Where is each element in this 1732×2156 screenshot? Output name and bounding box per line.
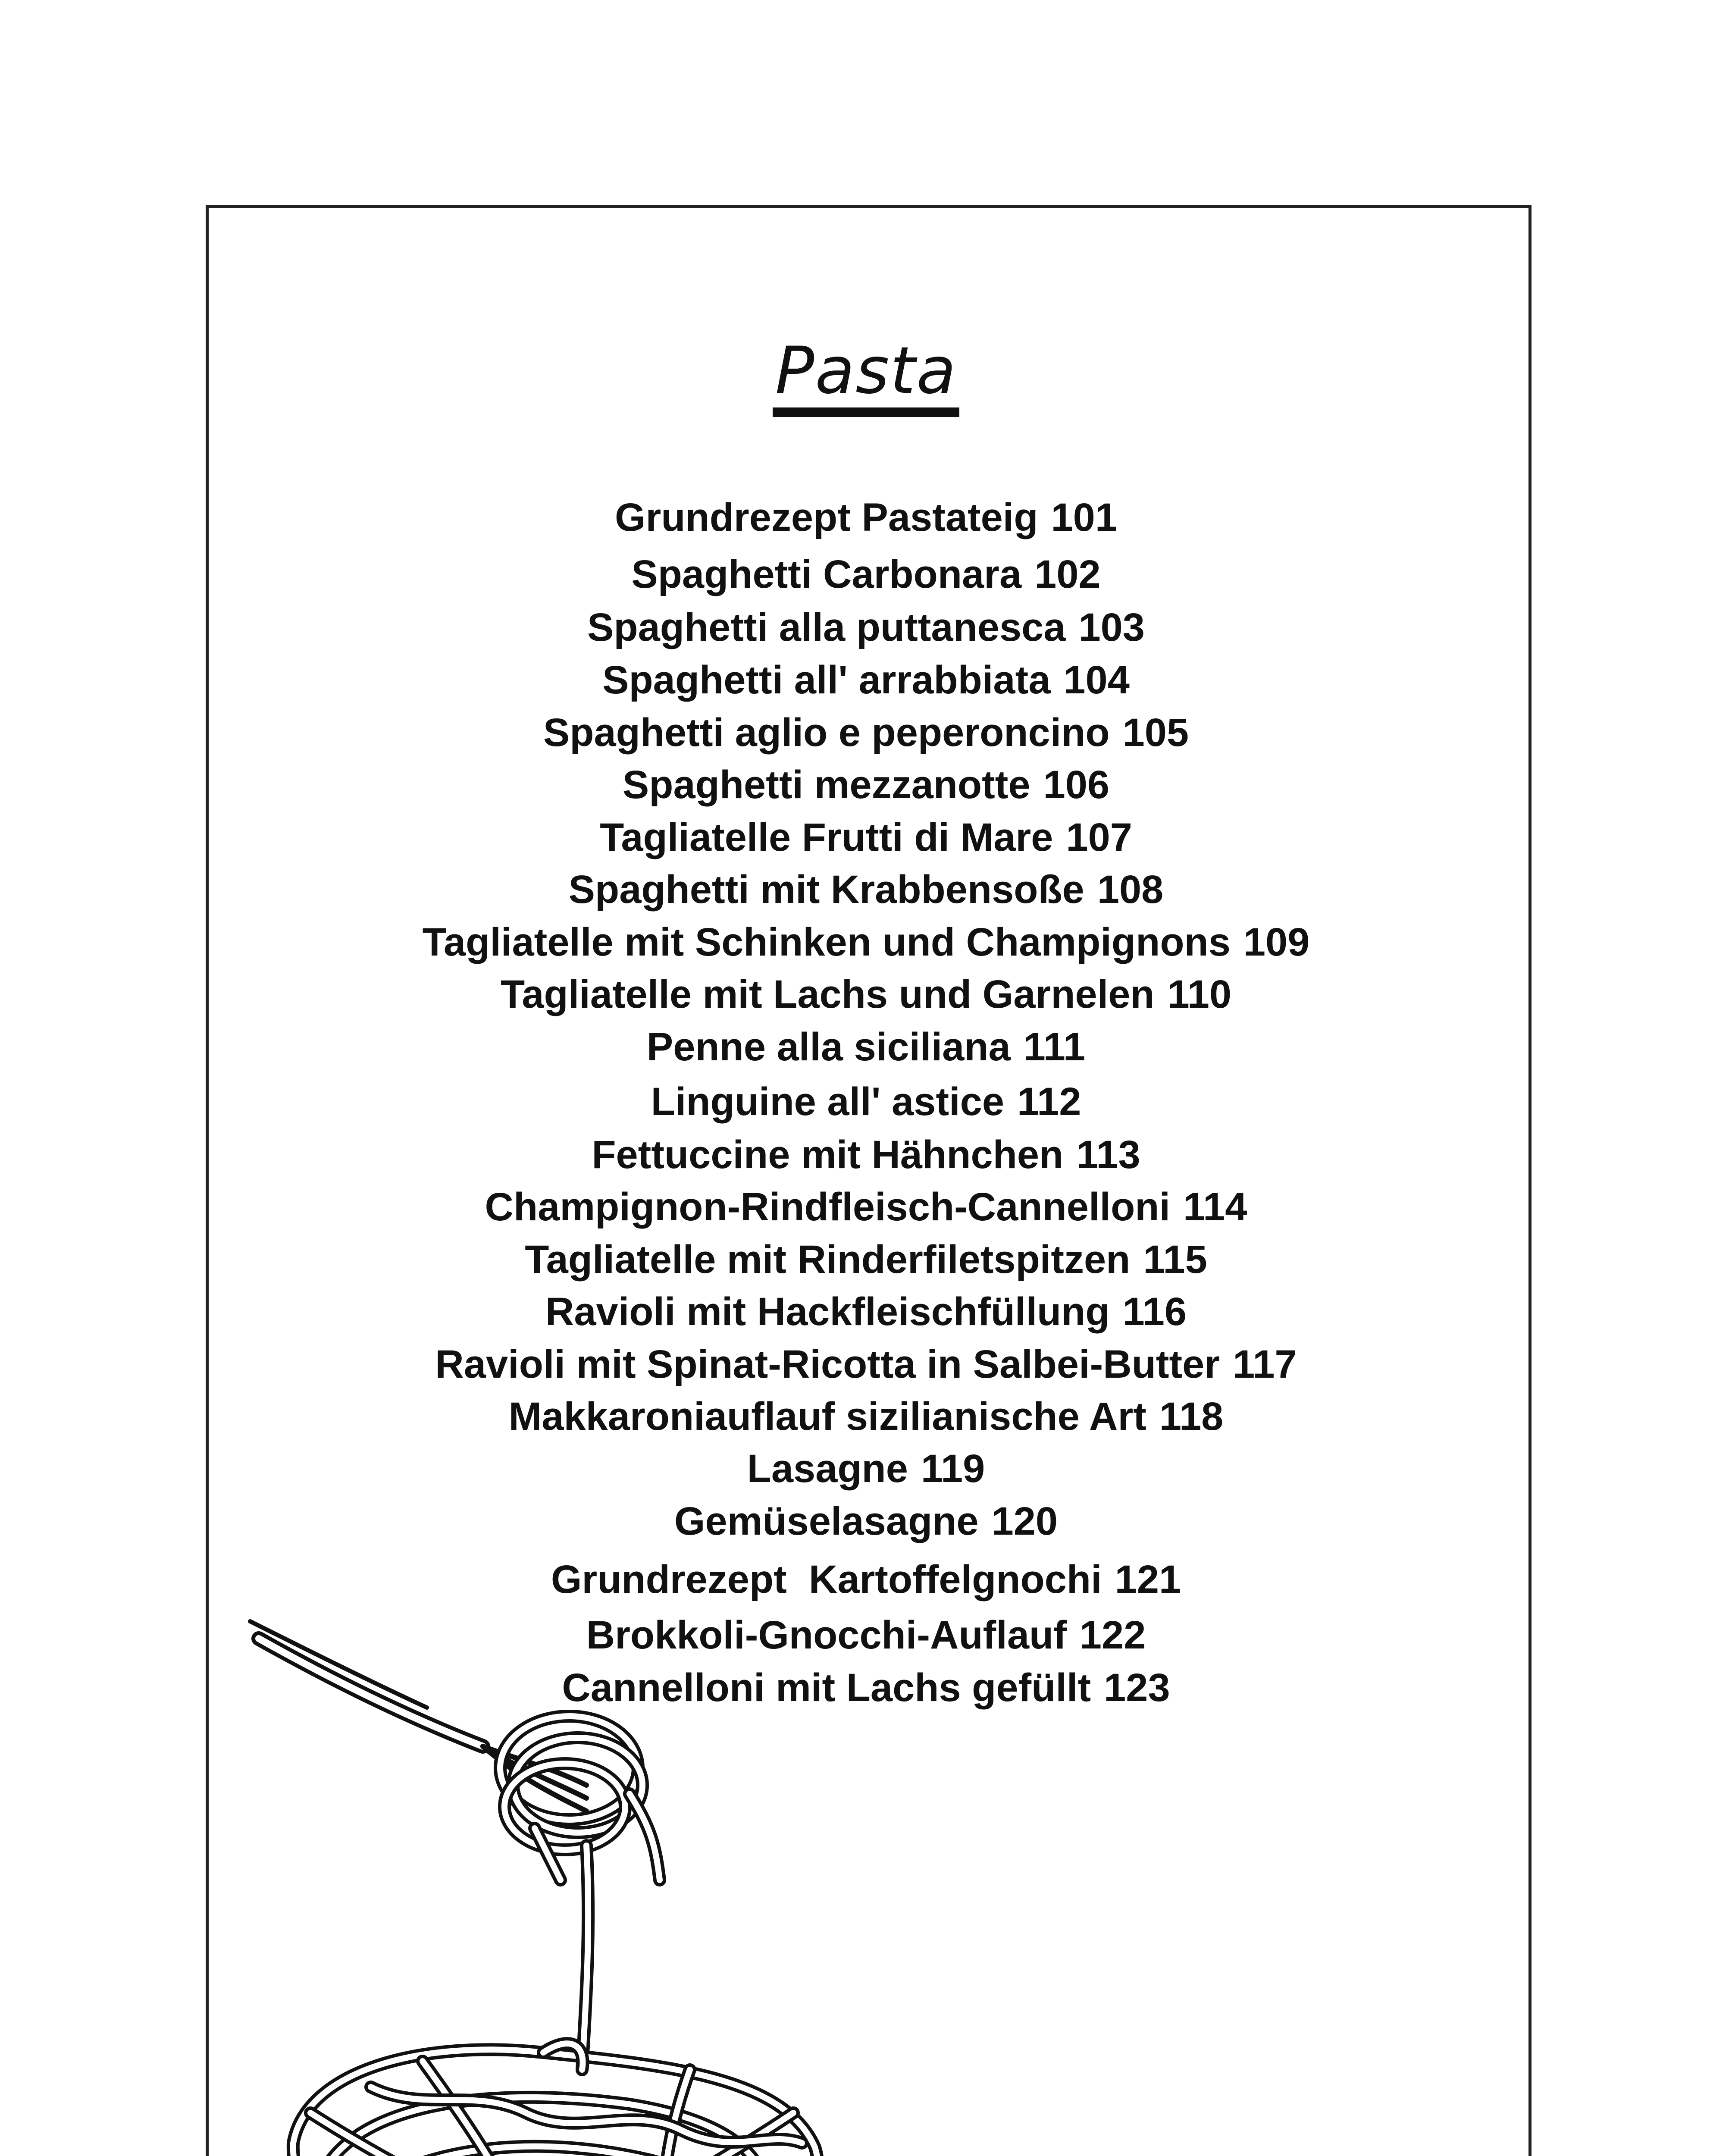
toc-entry-page: 114 bbox=[1183, 1185, 1247, 1229]
toc-entry[interactable] bbox=[0, 1554, 1732, 1605]
toc-entry[interactable] bbox=[0, 812, 1732, 863]
toc-entry[interactable] bbox=[0, 968, 1732, 1020]
toc-entry-label: Spaghetti all' arrabbiata bbox=[602, 658, 1051, 702]
toc-entry-page: 108 bbox=[1097, 868, 1164, 912]
page-title bbox=[0, 332, 1732, 417]
toc-entry[interactable] bbox=[0, 1181, 1732, 1233]
toc-entry-label: Spaghetti alla puttanesca bbox=[587, 605, 1066, 649]
toc-entry-page: 101 bbox=[1051, 495, 1118, 539]
toc-entry[interactable] bbox=[0, 602, 1732, 653]
toc-entry-page: 105 bbox=[1122, 711, 1189, 755]
toc-entry[interactable] bbox=[0, 654, 1732, 706]
toc-entry-label: Makkaroniauflauf sizilianische Art bbox=[508, 1395, 1146, 1438]
spaghetti-fork-icon bbox=[241, 1604, 914, 2156]
toc-entry-label: Tagliatelle Frutti di Mare bbox=[600, 815, 1053, 859]
toc-entry-label: Fettuccine mit Hähnchen bbox=[592, 1133, 1064, 1177]
toc-entry-label: Brokkoli-Gnocchi-Auflauf bbox=[586, 1613, 1067, 1657]
toc-entry-label: Spaghetti mezzanotte bbox=[622, 763, 1030, 807]
toc-entry[interactable] bbox=[0, 1234, 1732, 1285]
toc-entry[interactable] bbox=[0, 1076, 1732, 1128]
toc-entry-page: 120 bbox=[991, 1499, 1058, 1543]
toc-entry-label: Champignon-Rindfleisch-Cannelloni bbox=[485, 1185, 1171, 1229]
toc-entry-page: 117 bbox=[1233, 1342, 1297, 1386]
toc-entry-page: 116 bbox=[1122, 1290, 1187, 1334]
toc-entry[interactable] bbox=[0, 1286, 1732, 1338]
toc-entry-label: Ravioli mit Hackfleischfüllung bbox=[545, 1290, 1110, 1334]
toc-entry-page: 112 bbox=[1017, 1080, 1081, 1124]
toc-entry[interactable] bbox=[0, 1021, 1732, 1073]
toc-entry-label: Lasagne bbox=[747, 1447, 908, 1491]
toc-entry-label: Grundrezept Kartoffelgnochi bbox=[551, 1557, 1102, 1601]
toc-entry-page: 123 bbox=[1104, 1666, 1170, 1710]
toc-entry-label: Penne alla siciliana bbox=[646, 1025, 1011, 1069]
toc-entry[interactable] bbox=[0, 1495, 1732, 1547]
toc-entry-label: Cannelloni mit Lachs gefüllt bbox=[562, 1666, 1091, 1710]
toc-entry[interactable] bbox=[0, 1129, 1732, 1181]
toc-entry[interactable] bbox=[0, 759, 1732, 811]
toc-entry[interactable] bbox=[0, 916, 1732, 968]
toc-entry-label: Linguine all' astice bbox=[651, 1080, 1004, 1124]
toc-entry[interactable] bbox=[0, 492, 1732, 543]
toc-entry[interactable] bbox=[0, 864, 1732, 915]
toc-entry-label: Spaghetti aglio e peperoncino bbox=[543, 711, 1110, 755]
toc-entry-label: Ravioli mit Spinat-Ricotta in Salbei-Butter bbox=[435, 1342, 1220, 1386]
toc-entry-label: Spaghetti Carbonara bbox=[631, 552, 1022, 596]
toc-entry-page: 102 bbox=[1034, 552, 1101, 596]
toc-entry-page: 122 bbox=[1079, 1613, 1146, 1657]
toc-entry[interactable] bbox=[0, 548, 1732, 600]
toc-entry-label: Gemüselasagne bbox=[674, 1499, 979, 1543]
toc-entry-page: 118 bbox=[1159, 1395, 1224, 1438]
toc-entry-page: 107 bbox=[1066, 815, 1132, 859]
toc-entry-label: Tagliatelle mit Schinken und Champignons bbox=[422, 920, 1231, 964]
toc-entry-page: 103 bbox=[1078, 605, 1145, 649]
toc-entry-page: 119 bbox=[921, 1447, 985, 1491]
toc-entry-page: 109 bbox=[1243, 920, 1310, 964]
page-title-text: Pasta bbox=[773, 334, 959, 417]
toc-entry-page: 113 bbox=[1076, 1133, 1140, 1177]
toc-entry-page: 121 bbox=[1115, 1557, 1181, 1601]
toc-entry-label: Grundrezept Pastateig bbox=[614, 495, 1038, 539]
toc-entry[interactable] bbox=[0, 1391, 1732, 1442]
toc-entry-page: 111 bbox=[1023, 1025, 1086, 1069]
toc-entry[interactable] bbox=[0, 1443, 1732, 1495]
toc-entry-page: 104 bbox=[1063, 658, 1130, 702]
toc-entry-label: Spaghetti mit Krabbensoße bbox=[568, 868, 1084, 912]
toc-entry-page: 106 bbox=[1043, 763, 1110, 807]
toc-entry-page: 115 bbox=[1143, 1238, 1207, 1282]
toc-entry-label: Tagliatelle mit Rinderfiletspitzen bbox=[525, 1238, 1131, 1282]
toc-entry[interactable] bbox=[0, 1338, 1732, 1390]
toc-entry[interactable] bbox=[0, 707, 1732, 758]
toc-entry-page: 110 bbox=[1167, 972, 1232, 1016]
toc-entry-label: Tagliatelle mit Lachs und Garnelen bbox=[500, 972, 1155, 1016]
